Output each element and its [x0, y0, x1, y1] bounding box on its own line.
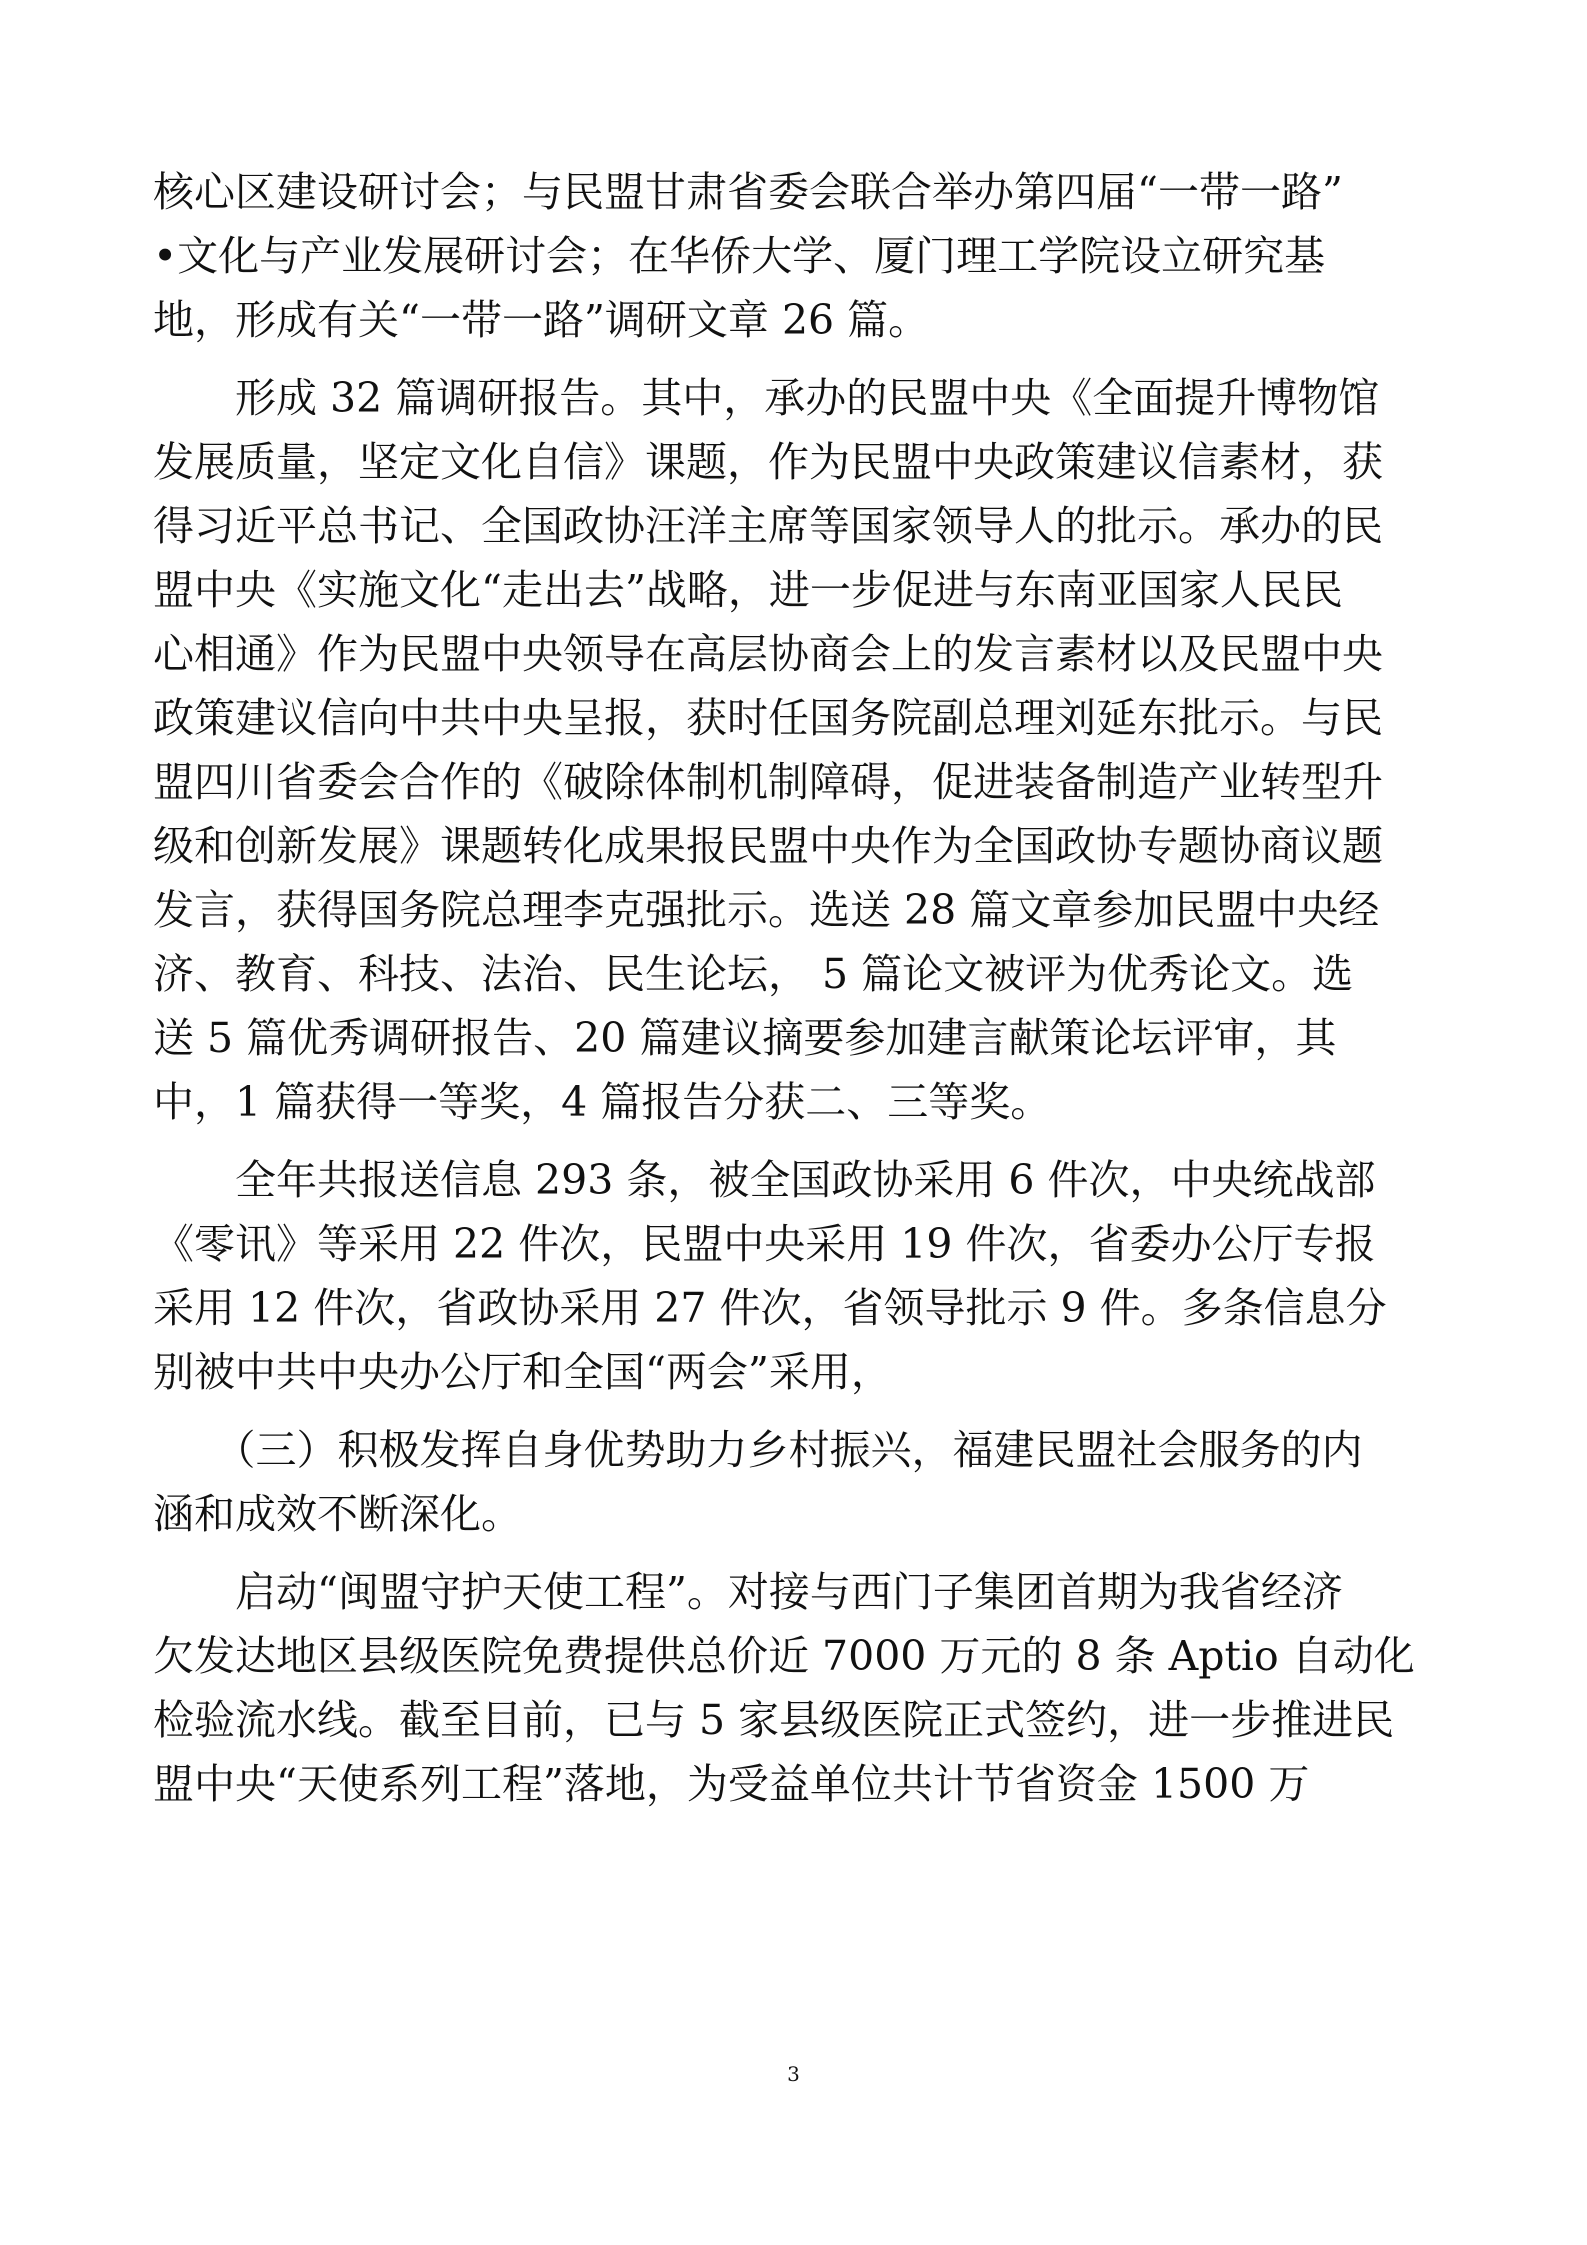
text-line: 心相通》作为民盟中央领导在高层协商会上的发言素材以及民盟中央: [153, 630, 1383, 678]
text-line: 中，1 篇获得一等奖，4 篇报告分获二、三等奖。: [153, 1078, 1052, 1126]
paragraph-spacer: [153, 1404, 1443, 1418]
paragraph: [153, 160, 1443, 352]
document-body: [153, 160, 1443, 1816]
paragraph: [153, 1148, 1443, 1404]
text-line: 盟四川省委会合作的《破除体制机制障碍，促进装备制造产业转型升: [153, 758, 1383, 806]
text-line: 采用 12 件次，省政协采用 27 件次，省领导批示 9 件。多条信息分: [153, 1284, 1387, 1332]
text-line: 发展质量，坚定文化自信》课题，作为民盟中央政策建议信素材，获: [153, 438, 1383, 486]
text-line: 盟中央“天使系列工程”落地，为受益单位共计节省资金 1500 万: [153, 1760, 1310, 1808]
text-line: 检验流水线。截至目前，已与 5 家县级医院正式签约，进一步推进民: [153, 1696, 1395, 1744]
page-number: 3: [787, 2062, 800, 2086]
text-line: 涵和成效不断深化。: [153, 1490, 522, 1538]
text-line: 全年共报送信息 293 条，被全国政协采用 6 件次，中央统战部: [153, 1156, 1376, 1204]
text-line: 送 5 篇优秀调研报告、20 篇建议摘要参加建言献策论坛评审，其: [153, 1014, 1337, 1062]
text-line: 启动“闽盟守护天使工程”。对接与西门子集团首期为我省经济: [153, 1568, 1343, 1616]
text-line: 济、教育、科技、法治、民生论坛， 5 篇论文被评为优秀论文。选: [153, 950, 1354, 998]
text-line: （三）积极发挥自身优势助力乡村振兴，福建民盟社会服务的内: [153, 1426, 1363, 1474]
paragraph-spacer: [153, 1134, 1443, 1148]
text-line: 级和创新发展》课题转化成果报民盟中央作为全国政协专题协商议题: [153, 822, 1383, 870]
paragraph-spacer: [153, 352, 1443, 366]
text-line: 得习近平总书记、全国政协汪洋主席等国家领导人的批示。承办的民: [153, 502, 1383, 550]
text-line: 盟中央《实施文化“走出去”战略，进一步促进与东南亚国家人民民: [153, 566, 1343, 614]
text-line: 地，形成有关“一带一路”调研文章 26 篇。: [153, 296, 930, 344]
paragraph: [153, 1560, 1443, 1816]
text-line: 形成 32 篇调研报告。其中，承办的民盟中央《全面提升博物馆: [153, 374, 1380, 422]
text-line: •文化与产业发展研讨会；在华侨大学、厦门理工学院设立研究基: [153, 232, 1326, 280]
text-line: 《零讯》等采用 22 件次，民盟中央采用 19 件次，省委办公厅专报: [153, 1220, 1376, 1268]
text-line: 核心区建设研讨会；与民盟甘肃省委会联合举办第四届“一带一路”: [153, 168, 1343, 216]
text-line: 别被中共中央办公厅和全国“两会”采用，: [153, 1348, 892, 1396]
paragraph-spacer: [153, 1546, 1443, 1560]
text-line: 政策建议信向中共中央呈报，获时任国务院副总理刘延东批示。与民: [153, 694, 1383, 742]
text-line: 发言，获得国务院总理李克强批示。选送 28 篇文章参加民盟中央经: [153, 886, 1380, 934]
paragraph: [153, 366, 1443, 1134]
text-line: 欠发达地区县级医院免费提供总价近 7000 万元的 8 条 Aptio 自动化: [153, 1632, 1415, 1680]
paragraph: [153, 1418, 1443, 1546]
